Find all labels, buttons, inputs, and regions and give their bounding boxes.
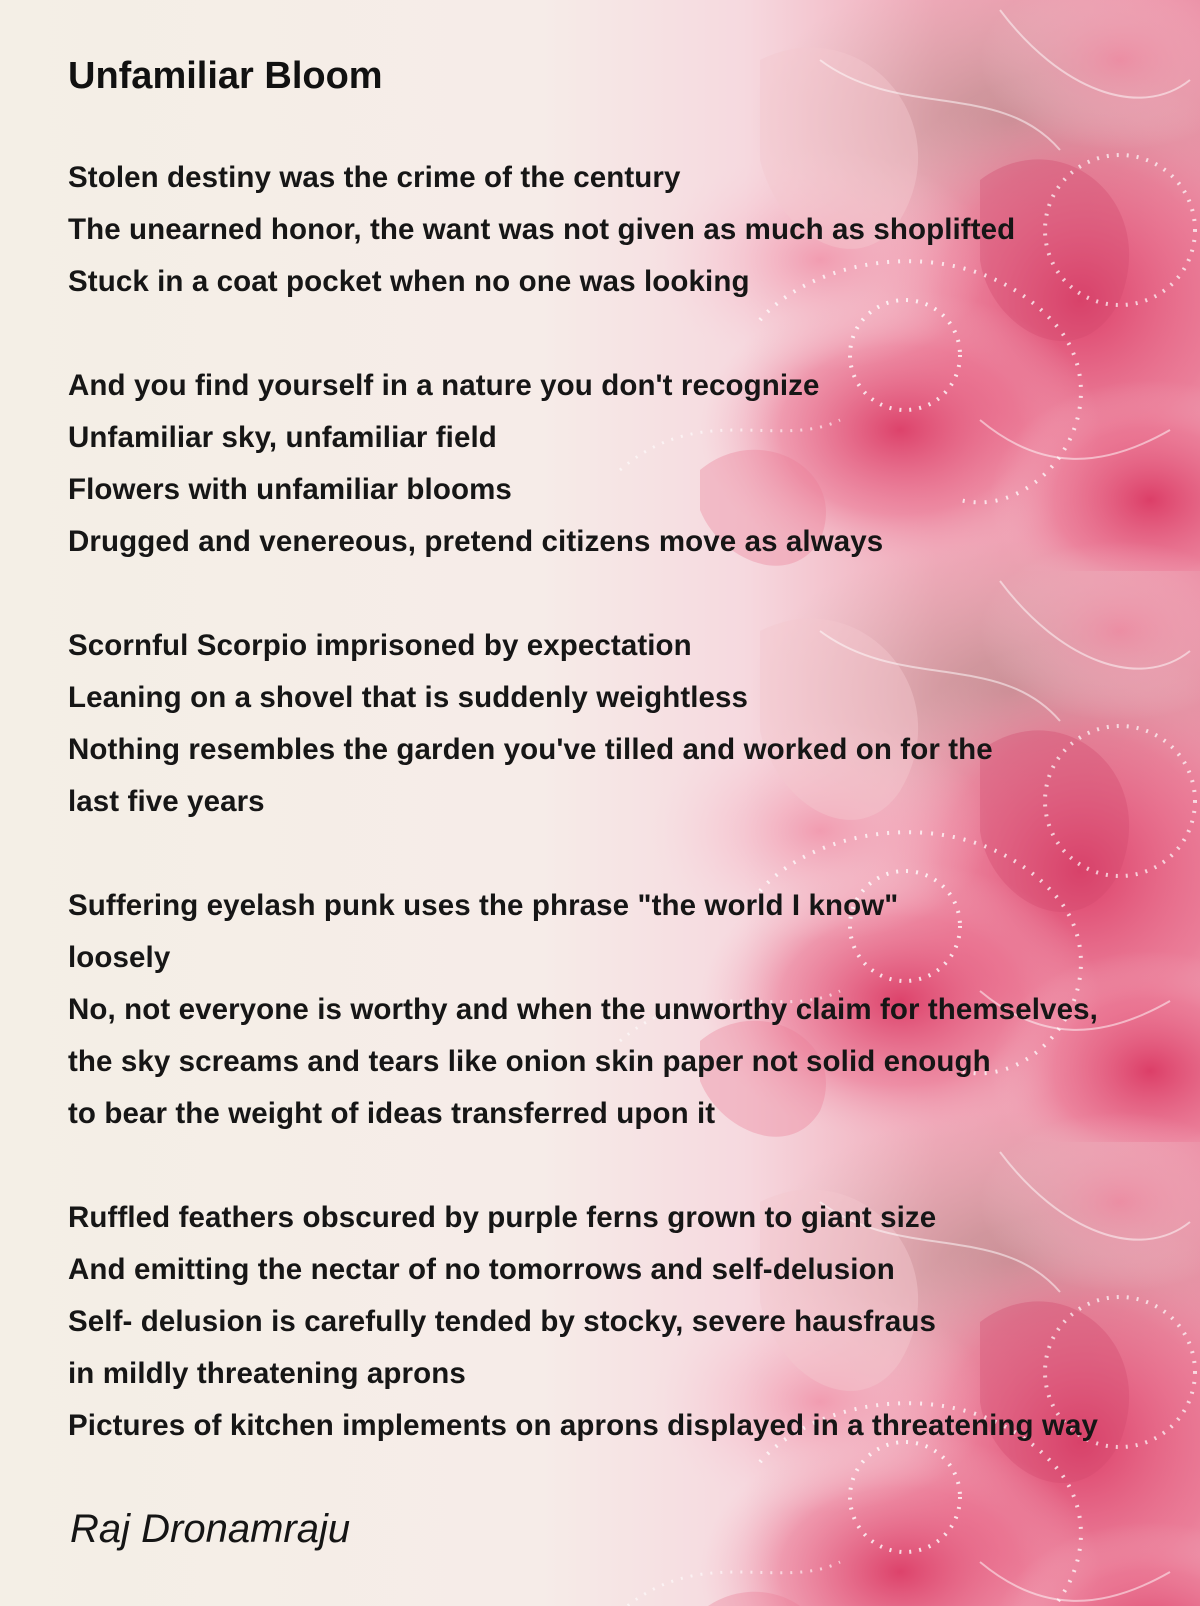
poem-line: Self- delusion is carefully tended by stocky, severe hausfraus — [68, 1305, 937, 1338]
poem-line: Stuck in a coat pocket when no one was looking — [68, 265, 750, 298]
poem-line: loosely — [68, 941, 171, 974]
poem-line: Ruffled feathers obscured by purple ferns grown to giant size — [68, 1201, 937, 1234]
poem-author: Raj Dronamraju — [70, 1507, 351, 1551]
poem-line: The unearned honor, the want was not given as much as shoplifted — [68, 213, 1016, 246]
poem-line: Nothing resembles the garden you've tilled and worked on for the — [68, 733, 993, 766]
poem-line: Pictures of kitchen implements on aprons displayed in a threatening way — [68, 1409, 1099, 1442]
poem-line: Flowers with unfamiliar blooms — [68, 473, 512, 506]
poem-line: Scornful Scorpio imprisoned by expectation — [68, 629, 692, 662]
poem-line: Suffering eyelash punk uses the phrase "the world I know" — [68, 889, 899, 922]
poem-line: No, not everyone is worthy and when the unworthy claim for themselves, — [68, 993, 1098, 1026]
poem-line: Stolen destiny was the crime of the century — [68, 161, 681, 194]
poem-line: the sky screams and tears like onion skin paper not solid enough — [68, 1045, 991, 1078]
stanza-break — [68, 828, 1098, 880]
poem-line: to bear the weight of ideas transferred upon it — [68, 1097, 716, 1130]
poem-body — [68, 152, 1098, 1452]
poem-line: Unfamiliar sky, unfamiliar field — [68, 421, 497, 454]
poem-title: Unfamiliar Bloom — [68, 55, 383, 97]
stanza-break — [68, 1140, 1098, 1192]
poem-line: And emitting the nectar of no tomorrows and self-delusion — [68, 1253, 895, 1286]
stanza-break — [68, 568, 1098, 620]
stanza-break — [68, 308, 1098, 360]
poem-line: And you find yourself in a nature you don't recognize — [68, 369, 820, 402]
poem-line: last five years — [68, 785, 265, 818]
poem-line: Leaning on a shovel that is suddenly weightless — [68, 681, 749, 714]
poem-line: in mildly threatening aprons — [68, 1357, 466, 1390]
poem-line: Drugged and venereous, pretend citizens move as always — [68, 525, 884, 558]
